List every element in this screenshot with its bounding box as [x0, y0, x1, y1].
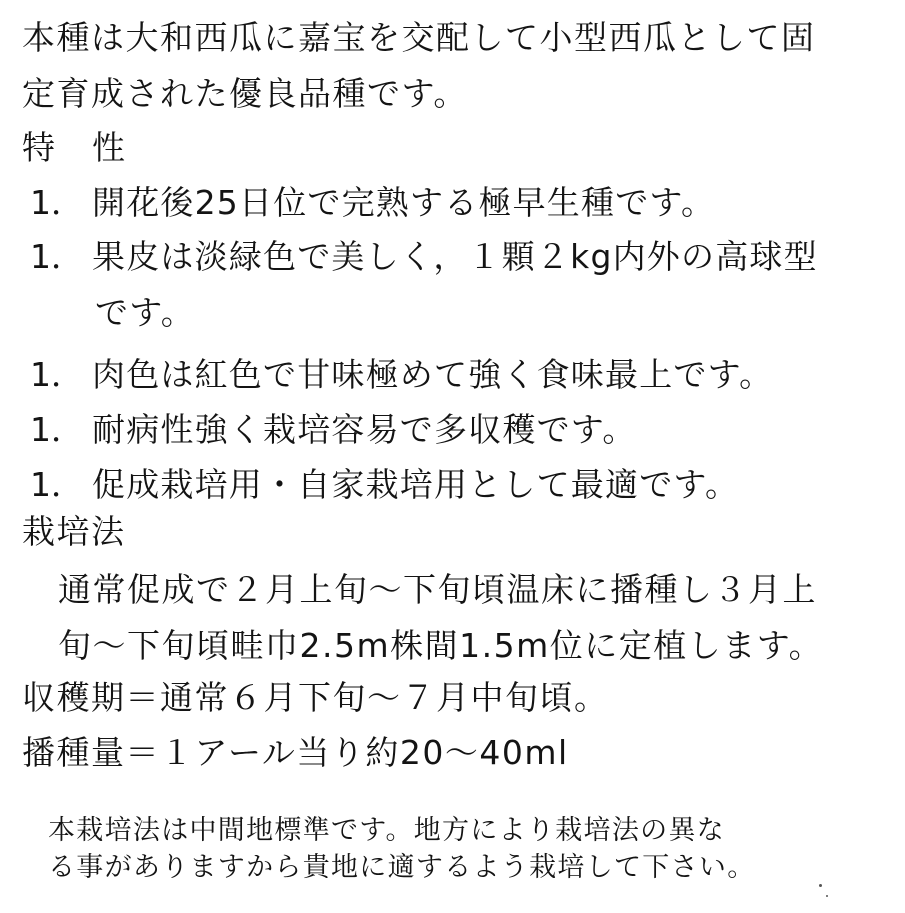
item-2-text: 果皮は淡緑色で美しく，１顆２kg内外の高球型: [92, 237, 818, 276]
item-3-bullet: 1．: [30, 355, 84, 394]
scan-speck: [819, 884, 822, 887]
item-5-text: 促成栽培用・自家栽培用として最適です。: [92, 465, 740, 504]
item-3-text: 肉色は紅色で甘味極めて強く食味最上です。: [92, 355, 774, 394]
scan-speck: [826, 895, 828, 897]
characteristics-heading-char-1: 特: [22, 128, 55, 167]
note-line-1: 本栽培法は中間地標準です。地方により栽培法の異な: [48, 815, 726, 846]
intro-line-1: 本種は大和西瓜に嘉宝を交配して小型西瓜として固: [22, 18, 816, 57]
item-2-bullet: 1．: [30, 237, 84, 276]
item-4-text: 耐病性強く栽培容易で多収穫です。: [92, 410, 637, 449]
item-5-bullet: 1．: [30, 465, 84, 504]
item-4-bullet: 1．: [30, 410, 84, 449]
characteristics-heading-char-2: 性: [92, 128, 125, 167]
cultivation-heading: 栽培法: [22, 512, 126, 551]
cultivation-line-1: 通常促成で２月上旬～下旬頃温床に播種し３月上: [58, 570, 817, 609]
item-1-text: 開花後25日位で完熟する極早生種です。: [92, 183, 716, 222]
harvest-period: 収穫期＝通常６月下旬～７月中旬頃。: [22, 678, 609, 717]
note-line-2: る事がありますから貴地に適するよう栽培して下さい。: [48, 852, 756, 883]
item-2-text-continued: です。: [95, 293, 195, 332]
seeding-amount: 播種量＝１アール当り約20～40ml: [22, 733, 569, 772]
item-1-bullet: 1．: [30, 183, 84, 222]
intro-line-2: 定育成された優良品種です。: [22, 74, 468, 113]
cultivation-line-2: 旬～下旬頃畦巾2.5m株間1.5m位に定植します。: [58, 626, 824, 665]
